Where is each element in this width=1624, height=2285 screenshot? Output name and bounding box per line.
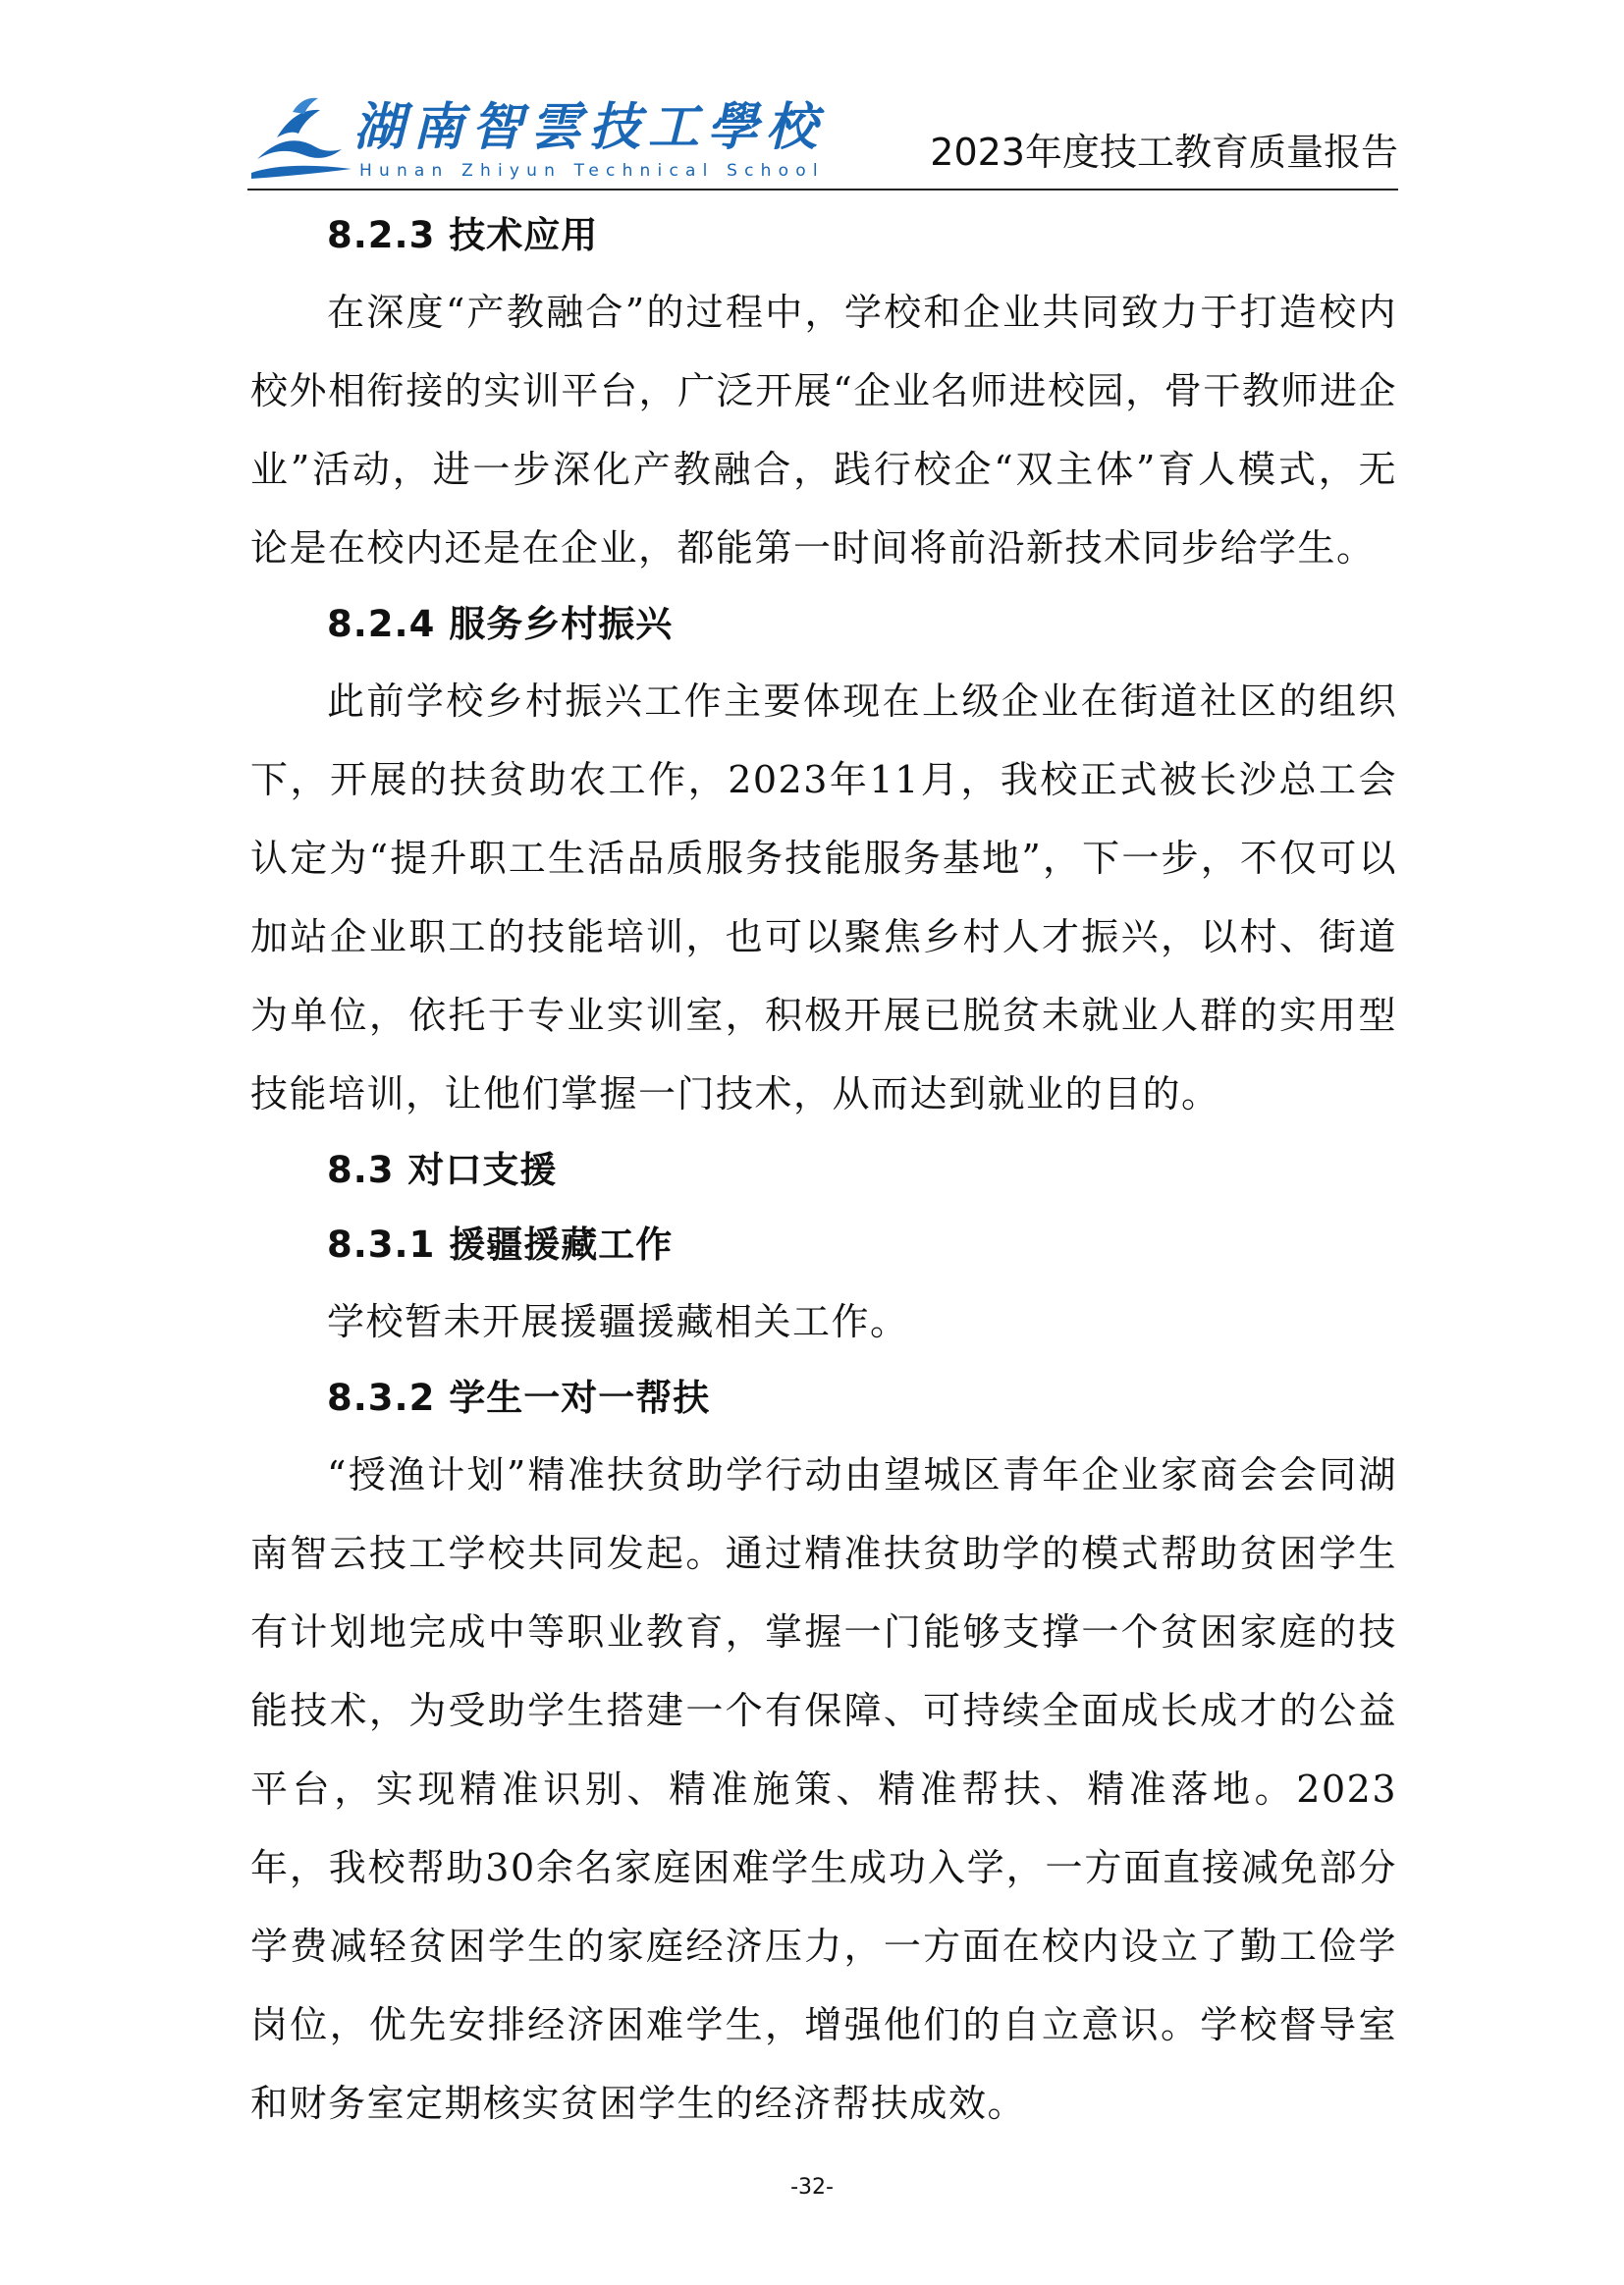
body-paragraph: 学校暂未开展援疆援藏相关工作。 bbox=[327, 1300, 909, 1343]
school-name-en: Hunan Zhiyun Technical School bbox=[359, 161, 825, 181]
section-heading: 8.3 对口支援 bbox=[327, 1149, 558, 1191]
body-paragraph: 此前学校乡村振兴工作主要体现在上级企业在街道社区的组织下，开展的扶贫助农工作，2023年11月，我校正式被长沙总工会认定为“提升职工生活品质服务技能服务基地”，下一步，不仅可以加站企业职工的技能培训，也可以聚焦乡村人才振兴，以村、街道为单位，依托于专业实训室，积极开展已脱贫未就业人群的实用型技能培训，让他们掌握一门技术，从而达到就业的目的。 bbox=[250, 680, 1397, 1115]
section-heading: 8.3.1 援疆援藏工作 bbox=[327, 1224, 674, 1266]
section-heading: 8.2.3 技术应用 bbox=[327, 214, 599, 256]
wave-logo-icon bbox=[247, 90, 355, 189]
school-logo bbox=[247, 82, 826, 190]
header-divider bbox=[247, 189, 1398, 190]
section-heading: 8.3.2 学生一对一帮扶 bbox=[327, 1377, 711, 1419]
section-heading: 8.2.4 服务乡村振兴 bbox=[327, 603, 674, 645]
report-title: 2023年度技工教育质量报告 bbox=[930, 131, 1398, 174]
document-body bbox=[250, 211, 1397, 2143]
body-paragraph: 在深度“产教融合”的过程中，学校和企业共同致力于打造校内校外相衔接的实训平台，广泛开展“企业名师进校园，骨干教师进企业”活动，进一步深化产教融合，践行校企“双主体”育人模式，无论是在校内还是在企业，都能第一时间将前沿新技术同步给学生。 bbox=[250, 291, 1397, 570]
page-header bbox=[247, 82, 1398, 190]
page-number: -32- bbox=[790, 2175, 834, 2200]
body-paragraph: “授渔计划”精准扶贫助学行动由望城区青年企业家商会会同湖南智云技工学校共同发起。通过精准扶贫助学的模式帮助贫困学生有计划地完成中等职业教育，掌握一门能够支撑一个贫困家庭的技能技术，为受助学生搭建一个有保障、可持续全面成长成才的公益平台，实现精准识别、精准施策、精准帮扶、精准落地。2023年，我校帮助30余名家庭困难学生成功入学，一方面直接减免部分学费减轻贫困学生的家庭经济压力，一方面在校内设立了勤工俭学岗位，优先安排经济困难学生，增强他们的自立意识。学校督导室和财务室定期核实贫困学生的经济帮扶成效。 bbox=[250, 1453, 1397, 2125]
school-name-cn: 湖南智雲技工學校 bbox=[353, 97, 826, 157]
